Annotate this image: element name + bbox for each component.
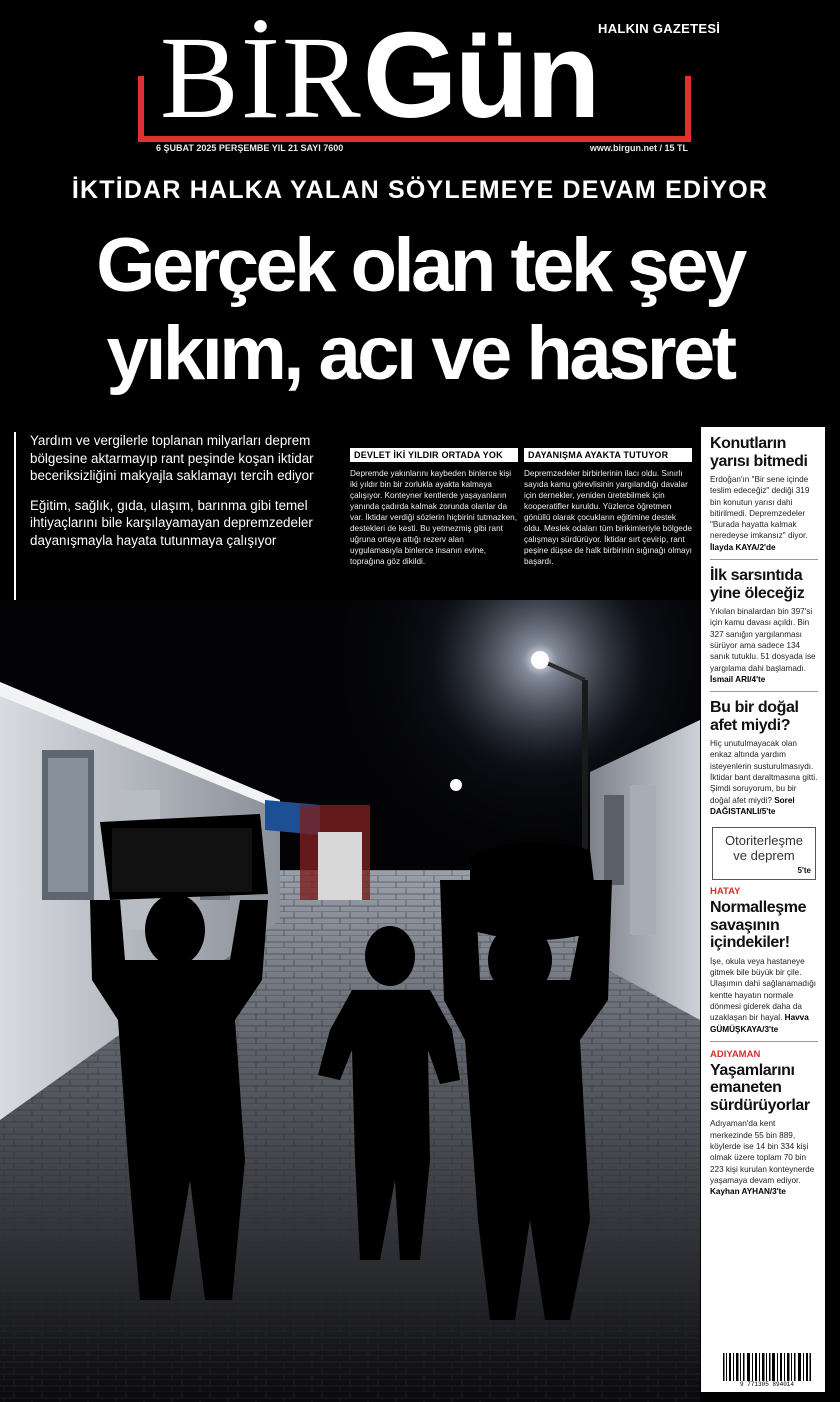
story-body — [710, 738, 818, 817]
sidebar-box-otoriterlesme[interactable] — [712, 827, 816, 880]
sidebar-story-adiyaman[interactable] — [710, 1049, 818, 1204]
story-author: İsmail ARI/4'te — [710, 674, 766, 684]
issue-date-line: 6 ŞUBAT 2025 PERŞEMBE YIL 21 SAYI 7600 — [156, 143, 344, 153]
lead-text — [14, 432, 344, 600]
sidebar-story-ilk-sarsinti[interactable] — [710, 567, 818, 692]
website-price[interactable]: www.birgun.net / 15 TL — [589, 143, 688, 153]
story-title: Bu bir doğal afet miydi? — [710, 699, 799, 734]
tagline: HALKIN GAZETESİ — [598, 21, 721, 36]
story-text: Erdoğan'ın "Bir sene içinde teslim edeceğiz" dediği 319 bin konutun yarısı dahi bitirilmedi. Depremzedeler "Burada hayatta kalmak neredeyse imkansız" diyor. — [710, 475, 810, 541]
story-body — [710, 474, 818, 553]
story-title: Konutların yarısı bitmedi — [710, 435, 808, 470]
main-headline[interactable] — [0, 222, 840, 398]
story-title: İlk sarsıntıda yine öleceğiz — [710, 567, 805, 602]
story-text: İşe, okula veya hastaneye gitmek bile büyük bir çile. Ulaşımın dahi sağlanamadığı kentte hayatın normale dönmesi giderek daha da uzaklaşan bir hayal. — [710, 956, 817, 1023]
headline-line-1: Gerçek olan tek şey — [96, 223, 744, 308]
story-body — [710, 956, 818, 1035]
story-text: Yıkılan binalardan bin 397'si için kamu davası açıldı. Bin 327 sanığın yargılanması sürüyor ama sadece 134 sanık tutuklu. 51 dosyada ise yargılama dahi başlamadı. — [710, 607, 816, 673]
logo-part-bir: BİR — [160, 12, 363, 143]
story-location-label: HATAY — [710, 886, 741, 898]
column-body: Depremde yakınlarını kaybeden binlerce kişi iki yıldır bin bir zorlukla ayakta kalmaya çalışıyor. Konteyner kentlerde yaşayanların yanında çadırda kalmak zorunda olanlar da var. İktidar verdiği sözlerin hiçbirini tutmazken, destekleri de kesti. Bu yetmezmiş gibi rant uğruna ortaya attığı rezerv alan uygulamasıyla binlerce insanın evine, toprağına göz dikildi. — [350, 469, 517, 566]
container-city-night-photo — [0, 600, 700, 1402]
story-author: İlayda KAYA/2'de — [710, 542, 776, 552]
story-title: Normalleşme savaşının içindekiler! — [710, 899, 807, 952]
box-text: Otoriterleşme ve deprem — [724, 833, 804, 864]
column-heading: DAYANIŞMA AYAKTA TUTUYOR — [524, 448, 692, 462]
column-dayanisma[interactable] — [524, 448, 692, 567]
sidebar-story-konutlar[interactable] — [710, 435, 818, 560]
sidebar-story-dogal-afet[interactable] — [710, 699, 818, 823]
cover-photo[interactable] — [0, 600, 700, 1402]
barcode-area — [701, 1347, 825, 1392]
column-devlet[interactable] — [350, 448, 518, 567]
logo-part-gun: Gün — [362, 7, 598, 143]
masthead — [0, 0, 840, 170]
story-author: Kayhan AYHAN/3'te — [710, 1187, 786, 1197]
story-body — [710, 606, 818, 685]
column-body: Depremzedeler birbirlerinin ilacı oldu. Sınırlı sayıda kamu görevlisinin yargılandığı davalar için dernekler, yeniden üretebilmek için kooperatifler kuruldu. Yüzlerce öğretmen gönüllü olarak çocukların eğitimine destek oldu. Meslek odaları tüm birikimleriyle bölgede çalışmayı sürdürüyor. İktidar sırt çevirip, rant peşine düşse de halk birbirinin sığınağı olmayı başardı. — [524, 469, 692, 566]
birgun-logo[interactable] — [160, 7, 598, 143]
box-page-ref: 5'te — [797, 866, 811, 876]
story-author: Havva GÜMÜŞKAYA/3'te — [710, 1013, 809, 1034]
sidebar — [701, 427, 825, 1392]
column-heading: DEVLET İKİ YILDIR ORTADA YOK — [350, 448, 518, 462]
story-author: Sorel DAĞISTANLI/5'te — [710, 795, 795, 816]
story-body — [710, 1118, 818, 1197]
story-text: Hiç unutulmayacak olan enkaz altında yardım isteyenlerin susturulmasıydı. İktidar bant daraltmasına gitti. Şimdi soruyorum, bu bir doğal afet miydi? — [710, 739, 818, 805]
lead-paragraph-1: Yardım ve vergilerle toplanan milyarları deprem bölgesine aktarmayıp rant peşinde koşan iktidar beceriksizliğini makyajla saklamayı tercih ediyor — [30, 433, 314, 483]
story-title: Yaşamlarını emaneten sürdürüyorlar — [710, 1061, 810, 1114]
lead-paragraph-2: Eğitim, sağlık, gıda, ulaşım, barınma gibi temel ihtiyaçlarını bile karşılayamayan depremzedeler dayanışmayla hayata tutunmaya çalışıyor — [30, 497, 313, 548]
barcode-number: 9 771305 894014 — [739, 1381, 794, 1388]
story-location-label: ADIYAMAN — [710, 1048, 761, 1060]
headline-kicker: İKTİDAR HALKA YALAN SÖYLEMEYE DEVAM EDİYOR — [71, 176, 769, 204]
barcode-icon — [723, 1353, 811, 1381]
story-text: Adıyaman'da kent merkezinde 55 bin 889, köylerde ise 14 bin 334 kişi olmak üzere toplam 70 bin 223 kişi kurulan konteynerde yaşamaya devam ediyor. — [710, 1119, 815, 1185]
sidebar-story-hatay[interactable] — [710, 886, 818, 1042]
headline-line-2: yıkım, acı ve hasret — [106, 311, 734, 396]
